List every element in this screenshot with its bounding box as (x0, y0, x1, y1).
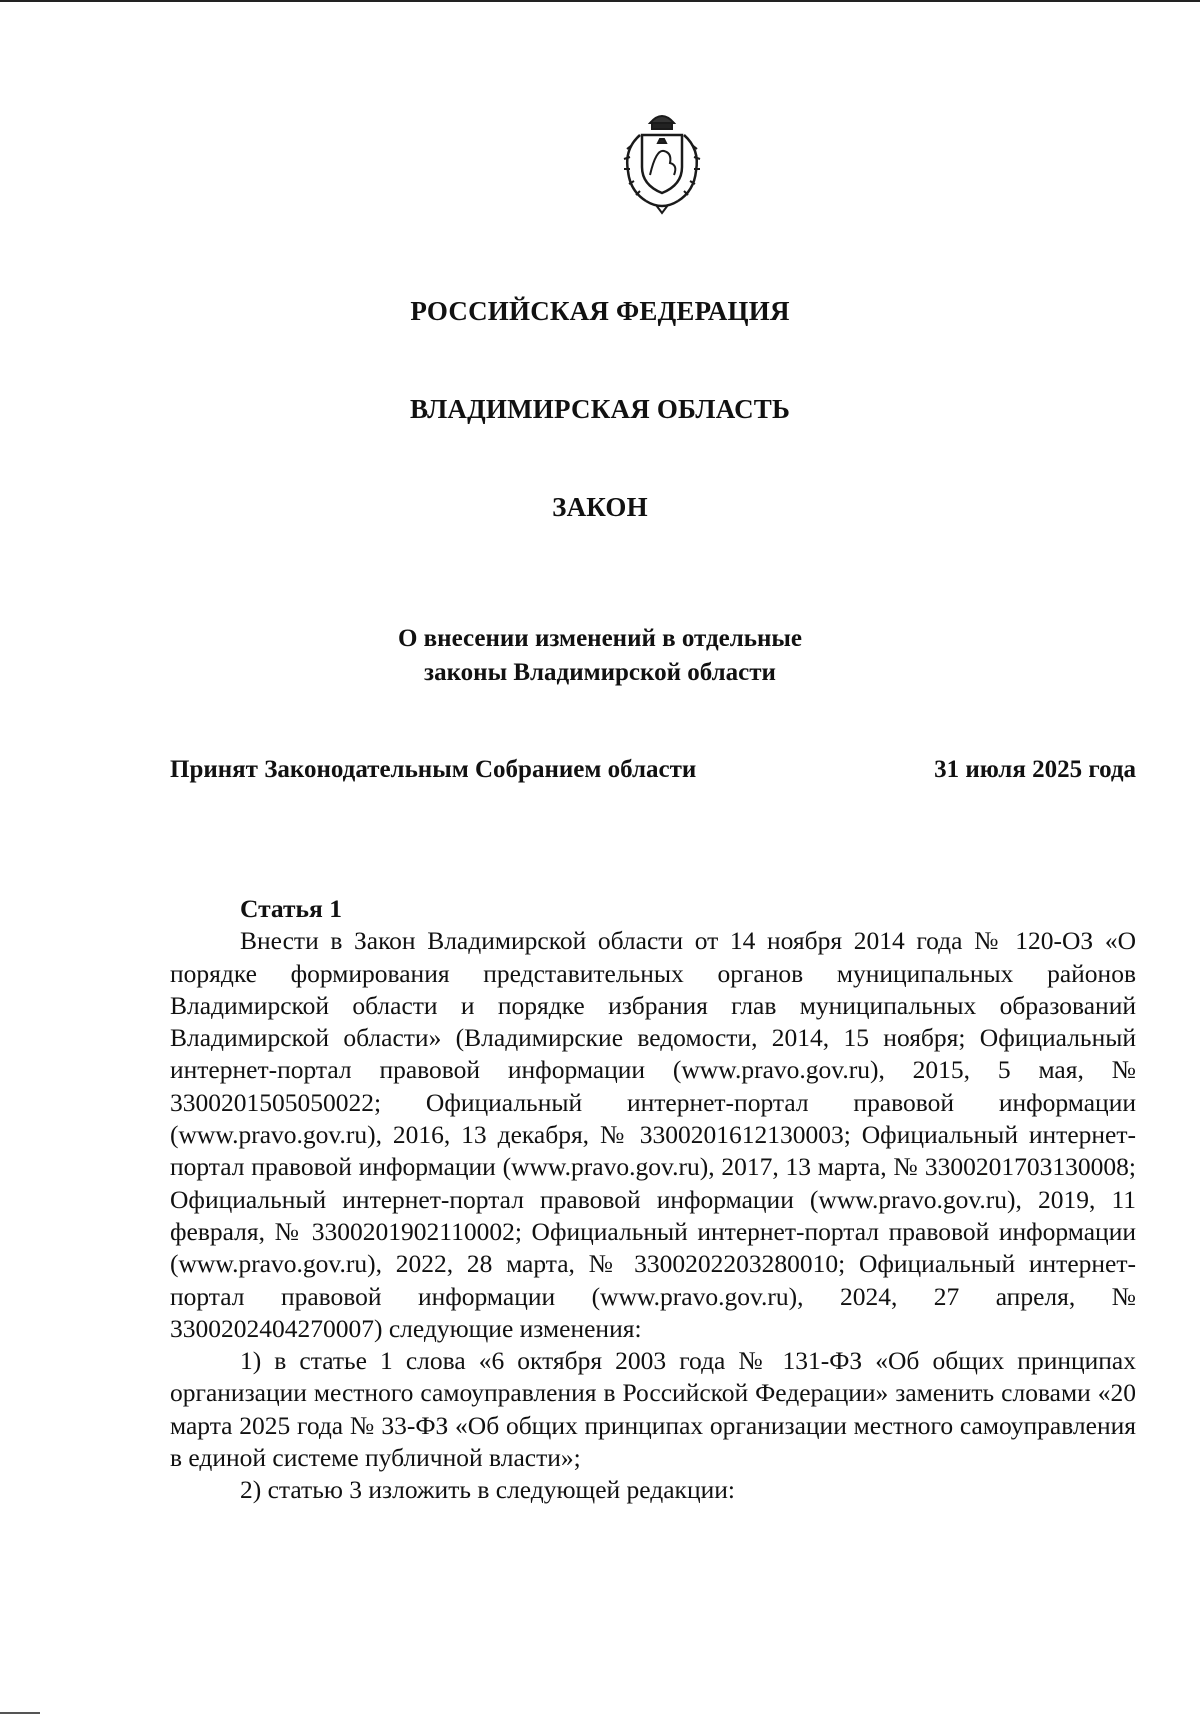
law-title-line-1: О внесении изменений в отдельные (397, 625, 803, 652)
article-intro-paragraph: Внести в Закон Владимирской области от 14 ноября 2014 года № 120-ОЗ «О порядке формирования представительных органов муниципальных районов Владимирской области и порядке избрания глав муниципальных образований Владимирской области» (Владимирские ведомости, 2014, 15 ноября; Официальный интернет-портал правовой информации (www.pravo.gov.ru), 2015, 5 мая, № 3300201505050022; Официальный интернет-портал правовой информации (www.pravo.gov.ru), 2016, 13 декабря, № 3300201612130003; Официальный интернет-портал правовой информации (www.pravo.gov.ru), 2017, 13 марта, № 3300201703130008; Официальный интернет-портал правовой информации (www.pravo.gov.ru), 2019, 11 февраля, № 3300201902110002; Официальный интернет-портал правовой информации (www.pravo.gov.ru), 2022, 28 марта, № 3300202203280010; Официальный интернет-портал правовой информации (www.pravo.gov.ru), 2024, 27 апреля, № 3300202404270007) следующие изменения: (170, 926, 1136, 1343)
coat-of-arms-emblem (616, 105, 708, 215)
article-item-1: 1) в статье 1 слова «6 октября 2003 года № 131-ФЗ «Об общих принципах организации местного самоуправления в Российской Федерации» заменить словами «20 марта 2025 года № 33-ФЗ «Об общих принципах организации местного самоуправления в единой системе публичной власти»; (170, 1346, 1136, 1473)
region-heading: ВЛАДИМИРСКАЯ ОБЛАСТЬ (409, 394, 791, 424)
article-body (170, 893, 1136, 1507)
adoption-line (170, 756, 1136, 784)
country-heading: РОССИЙСКАЯ ФЕДЕРАЦИЯ (410, 296, 790, 326)
law-title-line-2: законы Владимирской области (424, 659, 776, 686)
doc-type-heading: ЗАКОН (552, 492, 648, 522)
article-heading: Статья 1 (240, 894, 342, 923)
scan-top-border (0, 0, 1200, 2)
adoption-date: 31 июля 2025 года (934, 756, 1136, 783)
adopted-by: Принят Законодательным Собранием области (170, 756, 697, 783)
article-item-2: 2) статью 3 изложить в следующей редакции: (240, 1475, 735, 1505)
scan-bottom-mark (0, 1712, 40, 1714)
